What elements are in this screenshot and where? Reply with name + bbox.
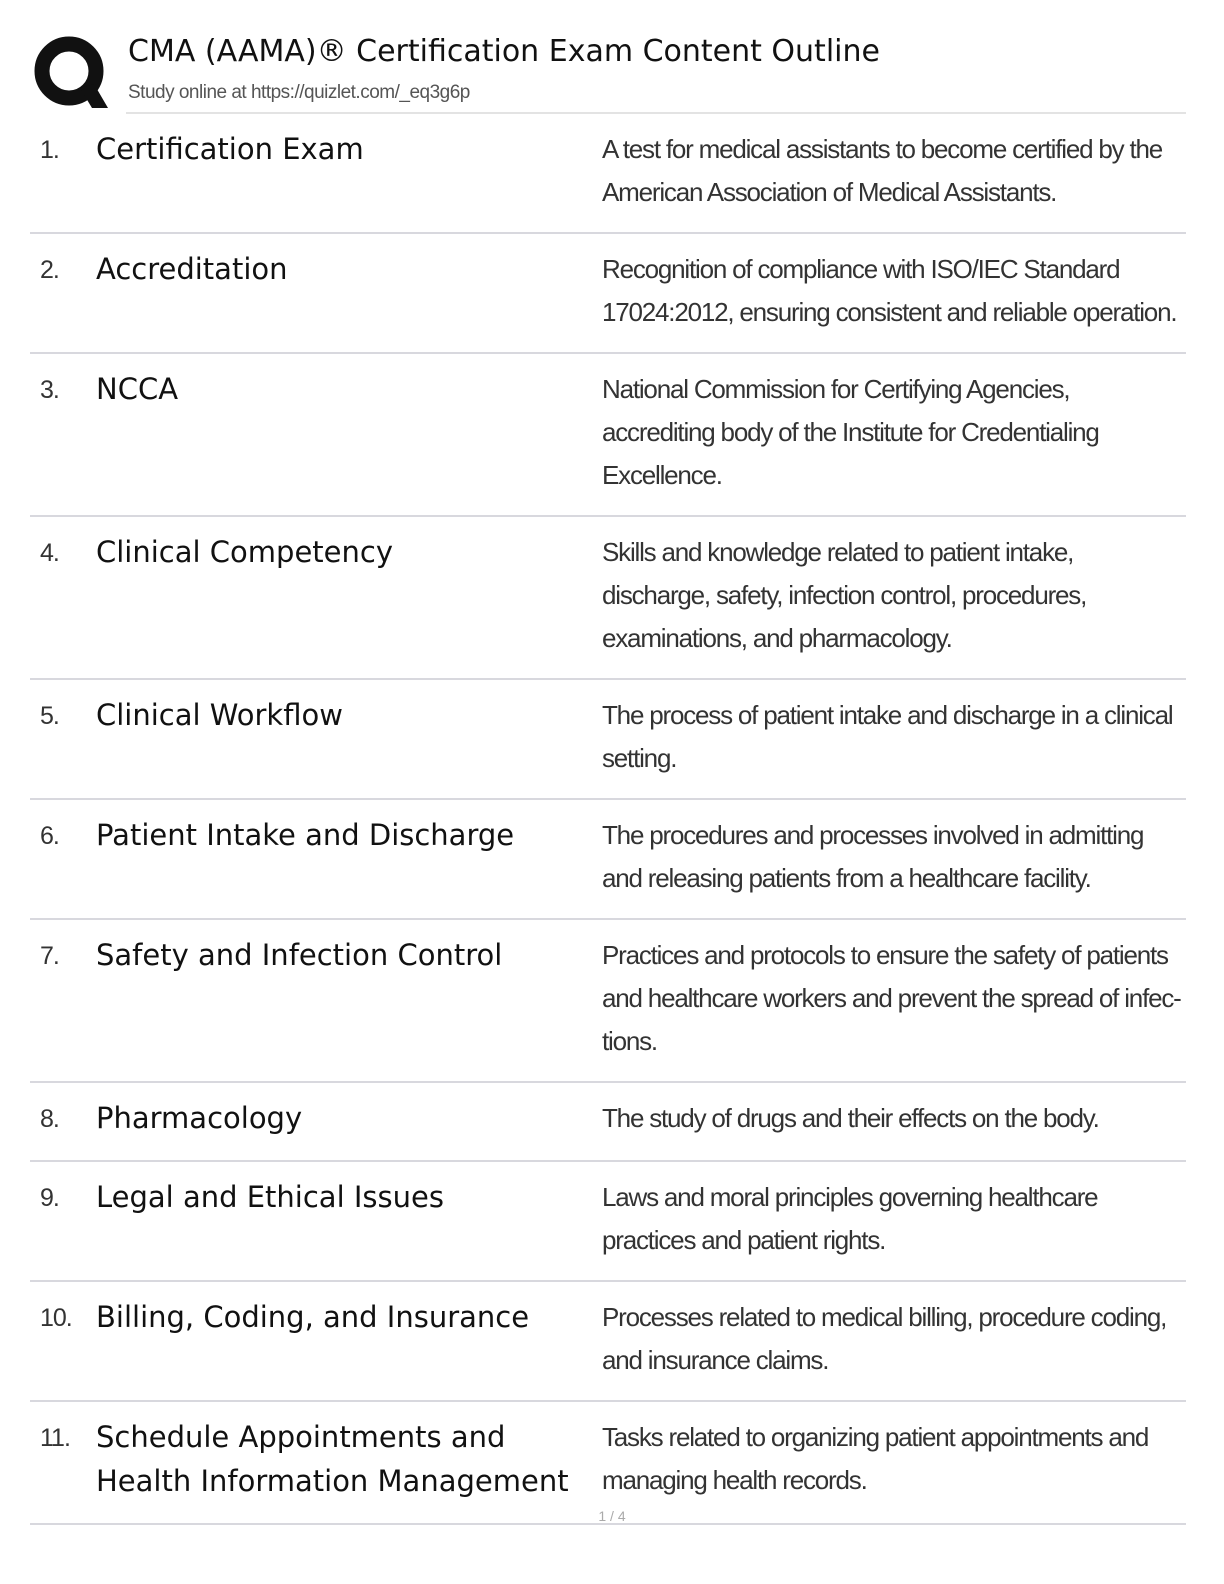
- term-title: Clinical Workflow: [96, 698, 343, 732]
- term-number: 10.: [40, 1304, 72, 1332]
- term-row: [30, 114, 1186, 234]
- term-title: Accreditation: [96, 252, 288, 286]
- term-row: [30, 680, 1186, 800]
- term-definition: A test for medical assistants to become certified by the American Association of Medical Assistants.: [602, 134, 1162, 207]
- term-number: 6.: [40, 822, 59, 850]
- term-title: Certification Exam: [96, 132, 364, 166]
- term-definition: Practices and protocols to ensure the safety of patients and healthcare workers and prevent the spread of infec-tions.: [602, 940, 1181, 1056]
- term-title: Patient Intake and Discharge: [96, 818, 515, 852]
- term-row: [30, 234, 1186, 354]
- page-title: CMA (AAMA)® Certification Exam Content Outline: [128, 34, 880, 69]
- term-definition: The process of patient intake and discharge in a clinical setting.: [602, 700, 1173, 773]
- term-number: 1.: [40, 136, 59, 164]
- term-title: Legal and Ethical Issues: [96, 1180, 444, 1214]
- quizlet-q-logo-icon: [32, 34, 110, 112]
- term-definition: Recognition of compliance with ISO/IEC Standard 17024:2012, ensuring consistent and reliable operation.: [602, 254, 1177, 327]
- term-row: [30, 354, 1186, 517]
- term-list: [30, 114, 1186, 1525]
- term-definition: Processes related to medical billing, procedure coding, and insurance claims.: [602, 1302, 1167, 1375]
- term-definition: National Commission for Certifying Agencies, accrediting body of the Institute for Credentialing Excellence.: [602, 374, 1099, 490]
- term-title: Safety and Infection Control: [96, 938, 503, 972]
- page-header: [30, 28, 1186, 114]
- term-number: 8.: [40, 1105, 59, 1133]
- term-number: 7.: [40, 942, 59, 970]
- term-title: Clinical Competency: [96, 535, 393, 569]
- term-title: Pharmacology: [96, 1101, 303, 1135]
- term-row: [30, 1083, 1186, 1162]
- term-definition: The study of drugs and their effects on the body.: [602, 1103, 1099, 1133]
- term-title: NCCA: [96, 372, 179, 406]
- term-row: [30, 517, 1186, 680]
- term-definition: Tasks related to organizing patient appointments and managing health records.: [602, 1422, 1149, 1495]
- term-number: 9.: [40, 1184, 59, 1212]
- term-number: 4.: [40, 539, 59, 567]
- term-definition: Skills and knowledge related to patient intake, discharge, safety, infection control, procedures, examinations, and pharmacology.: [602, 537, 1087, 653]
- term-row: [30, 800, 1186, 920]
- term-title: Billing, Coding, and Insurance: [96, 1300, 530, 1334]
- term-title: Schedule Appointments and Health Information Management: [96, 1420, 569, 1498]
- term-number: 11.: [40, 1424, 70, 1452]
- term-number: 5.: [40, 702, 59, 730]
- term-row: [30, 1282, 1186, 1402]
- term-number: 2.: [40, 256, 59, 284]
- term-number: 3.: [40, 376, 59, 404]
- page-indicator: 1 / 4: [598, 1508, 626, 1524]
- term-definition: Laws and moral principles governing healthcare practices and patient rights.: [602, 1182, 1098, 1255]
- term-row: [30, 1162, 1186, 1282]
- term-definition: The procedures and processes involved in admitting and releasing patients from a healthcare facility.: [602, 820, 1144, 893]
- term-row: [30, 1402, 1186, 1525]
- study-link[interactable]: Study online at https://quizlet.com/_eq3g6p: [128, 82, 470, 103]
- term-row: [30, 920, 1186, 1083]
